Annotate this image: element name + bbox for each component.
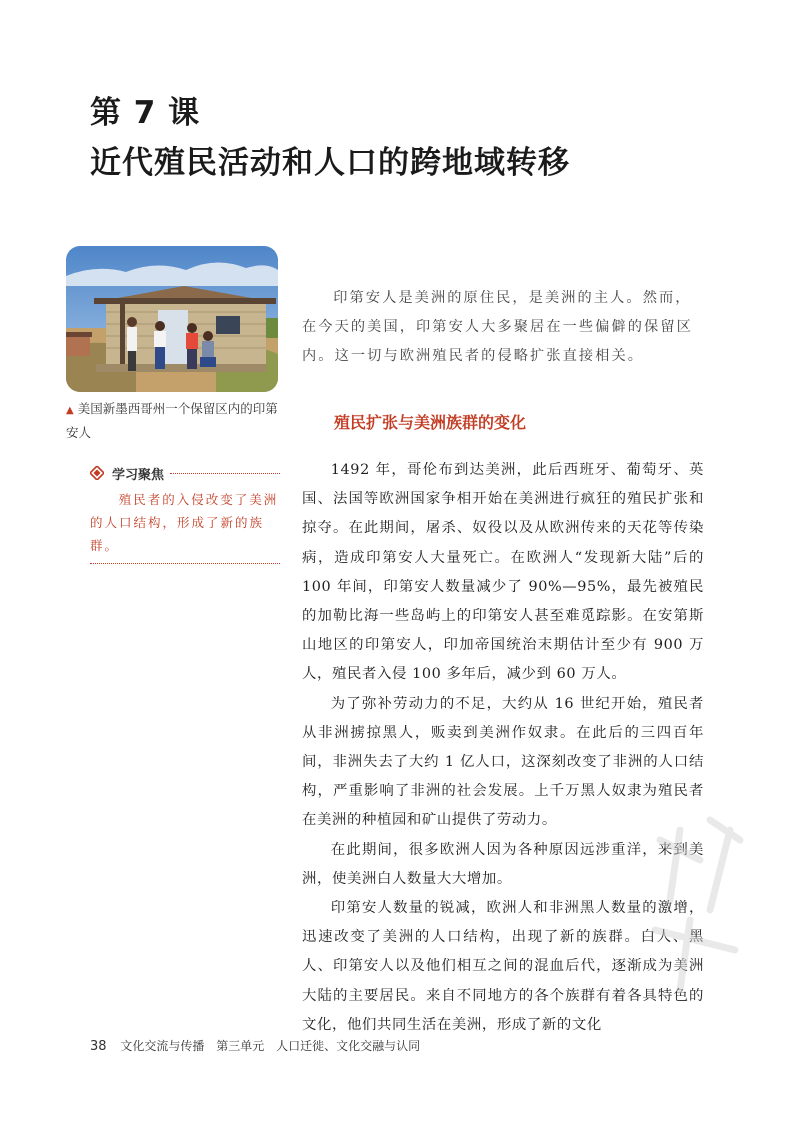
watermark-decoration [640,800,760,1000]
lesson-number: 第 7 课 [90,95,201,131]
learning-focus-text: 殖民者的入侵改变了美洲的人口结构，形成了新的族群。 [90,488,280,564]
body-paragraph: 为了弥补劳动力的不足，大约从 16 世纪开始，殖民者从非洲掳掠黑人，贩卖到美洲作奴隶。在此后的三四百年间，非洲失去了大约 1 亿人口，这深刻改变了非洲的人口结构，严重影响了非洲的社会发展。上千万黑人奴隶为殖民者在美洲的种植园和矿山提供了劳动力。 [302,695,704,829]
learning-focus-header [90,462,280,484]
intro-paragraph: 印第安人是美洲的原住民，是美洲的主人。然而，在今天的美国，印第安人大多聚居在一些偏僻的保留区内。这一切与欧洲殖民者的侵略扩张直接相关。 [302,290,693,364]
unit-title: 人口迁徙、文化交融与认同 [276,1039,421,1053]
learning-focus-label: 学习聚焦 [112,467,165,483]
diamond-icon [90,466,104,480]
unit-number: 第三单元 [216,1039,265,1053]
book-title: 文化交流与传播 [120,1039,205,1053]
reservation-photo [66,246,278,392]
page-footer [90,1037,420,1054]
learning-focus-box [90,462,280,564]
dotted-divider [170,473,280,474]
lesson-name: 近代殖民活动和人口的跨地域转移 [90,145,570,181]
lesson-title [90,88,570,188]
body-paragraph: 印第安人数量的锐减，欧洲人和非洲黑人数量的激增，迅速改变了美洲的人口结构，出现了新的族群。白人、黑人、印第安人以及他们相互之间的混血后代，逐渐成为美洲大陆的主要居民。来自不同地方的各个族群有着各具特色的文化，他们共同生活在美洲，形成了新的文化 [302,900,704,1033]
body-paragraph: 1492 年，哥伦布到达美洲，此后西班牙、葡萄牙、英国、法国等欧洲国家争相开始在美洲进行疯狂的殖民扩张和掠夺。在此期间，屠杀、奴役以及从欧洲传来的天花等传染病，造成印第安人大量死亡。在欧洲人“发现新大陆”后的 100 年间，印第安人数量减少了 90%—95%，最先被殖民的加勒比海一些岛屿上的印第安人甚至难觅踪影。在安第斯山地区的印第安人，印加帝国统治末期估计至少有 900 万人，殖民者入侵 100 多年后，减少到 60 万人。 [302,462,704,683]
page-number: 38 [90,1039,107,1054]
triangle-icon: ▲ [66,405,74,416]
body-paragraph: 在此期间，很多欧洲人因为各种原因远涉重洋，来到美洲，使美洲白人数量大大增加。 [302,841,704,887]
photo-caption-text: 美国新墨西哥州一个保留区内的印第安人 [66,401,278,440]
section-title: 殖民扩张与美洲族群的变化 [334,413,527,432]
photo-caption [66,398,282,444]
